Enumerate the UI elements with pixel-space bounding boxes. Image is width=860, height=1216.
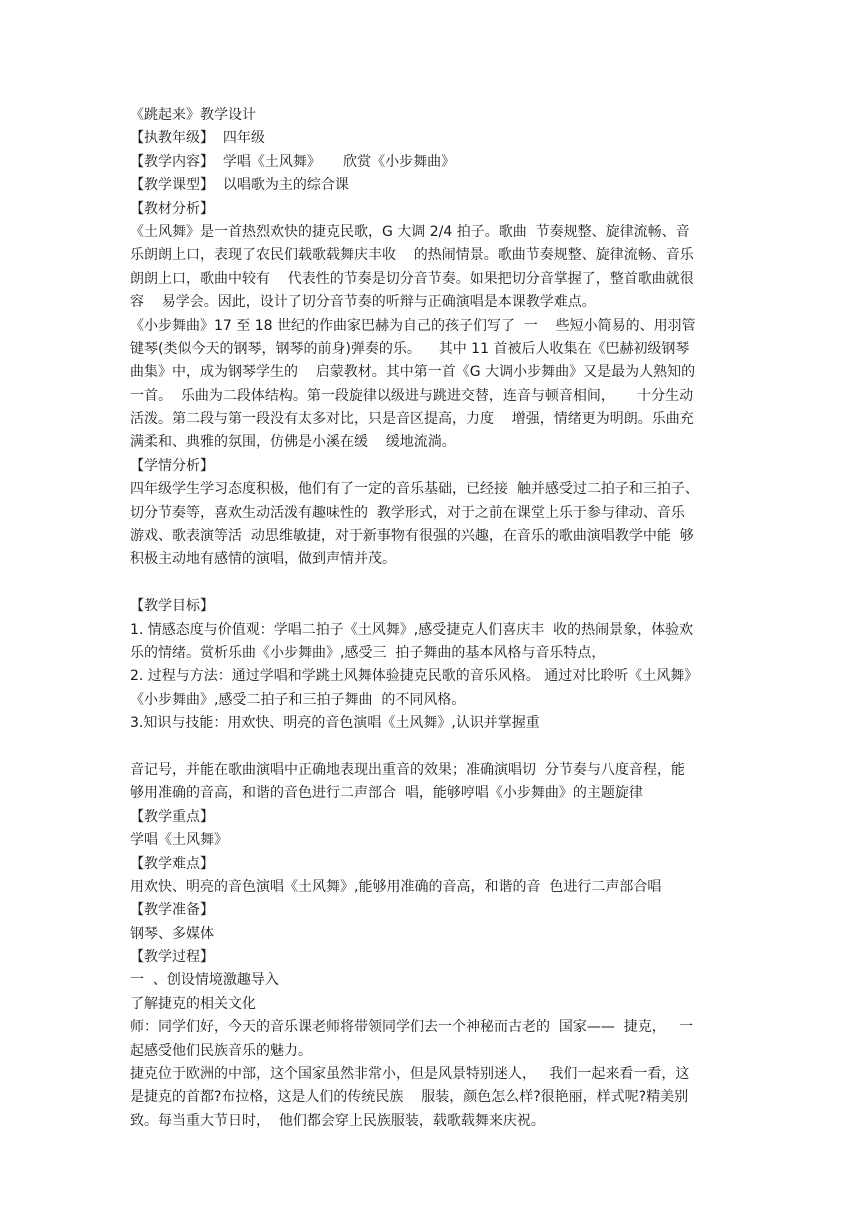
heading-student-analysis: 【学情分析】 [130, 457, 214, 474]
field-lesson-type: 【教学课型】 以唱歌为主的综合课 [130, 177, 349, 194]
text-line: 《小步舞曲》,感受二拍子和三拍子舞曲 的不同风格。 [130, 691, 466, 708]
text-line: 够用准确的音高，和谐的音色进行二声部合 唱，能够哼唱《小步舞曲》的主题旋律 [130, 785, 643, 802]
text-line: 四年级学生学习态度积极，他们有了一定的音乐基础，已经接 触并感受过二拍子和三拍子、 [130, 481, 699, 498]
text-line: 朗朗上口，歌曲中较有 代表性的节奏是切分音节奏。如果把切分音掌握了，整首歌曲就很 [130, 270, 694, 287]
blank-line [130, 736, 732, 759]
heading-difficulties: 【教学难点】 [130, 855, 214, 872]
text-line: 容 易学会。因此，设计了切分音节奏的听辩与正确演唱是本课教学难点。 [130, 294, 596, 311]
text-line: 键琴(类似今天的钢琴，钢琴的前身)弹奏的乐。 其中 11 首被后人收集在《巴赫初级钢琴 [130, 340, 690, 357]
heading-preparation: 【教学准备】 [130, 902, 214, 919]
heading-process: 【教学过程】 [130, 949, 214, 966]
field-grade: 【执教年级】 四年级 [130, 130, 265, 147]
text-line: 满柔和、典雅的氛围，仿佛是小溪在缓 缓地流淌。 [130, 434, 456, 451]
text-line: 乐的情绪。赏析乐曲《小步舞曲》,感受三 拍子舞曲的基本风格与音乐特点， [130, 644, 606, 661]
text-line: 师：同学们好，今天的音乐课老师将带领同学们去一个神秘而古老的 国家—— 捷克， 一 [130, 1019, 694, 1036]
text-line: 2. 过程与方法：通过学唱和学跳土风舞体验捷克民歌的音乐风格。 通过对比聆听《土风舞》 [130, 668, 699, 685]
text-line: 《小步舞曲》17 至 18 世纪的作曲家巴赫为自己的孩子们写了 一 些短小简易的、用羽管 [130, 317, 696, 334]
field-content: 【教学内容】 学唱《土风舞》 欣赏《小步舞曲》 [130, 153, 456, 170]
heading-material-analysis: 【教材分析】 [130, 200, 214, 217]
text-line: 用欢快、明亮的音色演唱《土风舞》,能够用准确的音高，和谐的音 色进行二声部合唱 [130, 878, 662, 895]
text-line: 活泼。第二段与第一段没有太多对比，只是音区提高，力度 增强，情绪更为明朗。乐曲充 [130, 411, 694, 428]
text-line: 捷克位于欧洲的中部，这个国家虽然非常小，但是风景特别迷人， 我们一起来看一看，这 [130, 1066, 690, 1083]
heading-objectives: 【教学目标】 [130, 598, 214, 615]
document-page [130, 104, 732, 1133]
text-line: 致。每当重大节日时， 他们都会穿上民族服装，载歌载舞来庆祝。 [130, 1112, 545, 1129]
text-line: 切分节奏等，喜欢生动活泼有趣味性的 教学形式，对于之前在课堂上乐于参与律动、音乐 [130, 504, 685, 521]
text-line: 一 、创设情境激趣导入 [130, 972, 279, 989]
heading-key-points: 【教学重点】 [130, 808, 214, 825]
text-line: 游戏、歌表演等活 动思维敏捷，对于新事物有很强的兴趣，在音乐的歌曲演唱教学中能 够 [130, 528, 694, 545]
text-line: 曲集》中，成为钢琴学生的 启蒙教材。其中第一首《G 大调小步舞曲》又是最为人熟知的 [130, 364, 696, 381]
text-line: 1. 情感态度与价值观：学唱二拍子《土风舞》,感受捷克人们喜庆丰 收的热闹景象，体验欢 [130, 621, 694, 638]
text-line: 乐朗朗上口，表现了农民们载歌载舞庆丰收 的热闹情景。歌曲节奏规整、旋律流畅、音乐 [130, 247, 694, 264]
text-line: 积极主动地有感情的演唱，做到声情并茂。 [130, 551, 396, 568]
text-line: 3.知识与技能：用欢快、明亮的音色演唱《土风舞》,认识并掌握重 [130, 715, 540, 732]
blank-line [130, 572, 732, 595]
text-line: 学唱《土风舞》 [130, 832, 228, 849]
text-line: 钢琴、多媒体 [130, 925, 214, 942]
text-line: 了解捷克的相关文化 [130, 995, 256, 1012]
text-line: 《土风舞》是一首热烈欢快的捷克民歌，G 大调 2/4 拍子。歌曲 节奏规整、旋律流畅、音 [130, 223, 690, 240]
text-line: 是捷克的首都?布拉格，这是人们的传统民族 服装，颜色怎么样?很艳丽，样式呢?精美别 [130, 1089, 689, 1106]
text-line: 起感受他们民族音乐的魅力。 [130, 1042, 312, 1059]
text-line: 音记号，并能在歌曲演唱中正确地表现出重音的效果；准确演唱切 分节奏与八度音程，能 [130, 761, 685, 778]
doc-title: 《跳起来》教学设计 [130, 107, 256, 123]
text-line: 一首。 乐曲为二段体结构。第一段旋律以级进与跳进交替，连音与顿音相间， 十分生动 [130, 387, 694, 404]
